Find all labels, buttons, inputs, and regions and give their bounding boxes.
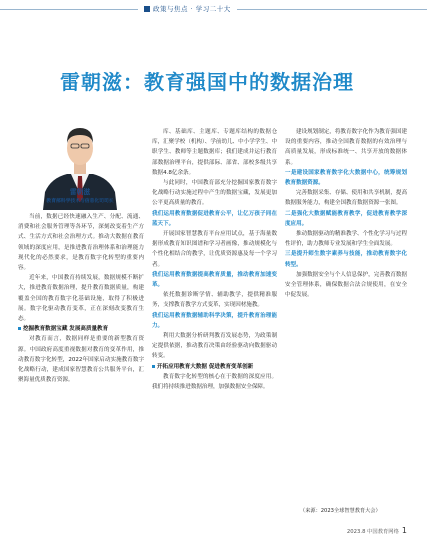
section-heading (152, 362, 277, 372)
highlight-heading (285, 168, 407, 188)
highlight-heading (152, 270, 277, 290)
body-paragraph (152, 331, 277, 362)
highlight-heading (152, 311, 277, 331)
paragraph-text: 开展国家智慧教育平台应用试点，基于海量数据形成教育知识图谱和学习者画像，推动规模化与个性化相结合的教学，让优质资源惠及每一个学习者。 (152, 231, 277, 268)
body-paragraph (152, 178, 277, 209)
paragraph-text: 二是强化大数据赋能教育教学，促进教育教学深度应用。 (285, 210, 407, 227)
body-paragraph (152, 372, 277, 392)
paragraph-text: 完善数据采集、存储、使用和共享机制，提高数据服务能力，构建全国教育数据资源一张图。 (285, 190, 407, 207)
page-footer (347, 526, 407, 535)
portrait-caption-name: 雷朝滋 (69, 188, 91, 196)
paragraph-text: 加强数据安全与个人信息保护，完善教育数据安全管理体系，确保数据合法合规使用，在安全中促发展。 (285, 271, 407, 299)
body-paragraph (285, 229, 407, 249)
top-bar (0, 0, 427, 20)
paragraph-text: 一是建设国家教育数字化大数据中心，统筹规划教育数据资源。 (285, 169, 407, 187)
section-heading (18, 324, 144, 334)
paragraph-text: 建设规划制定，将教育数字化作为教育强国建设的重要内容，推动全国教育数据的有效治理与高质量发展，形成标准统一、共享开放的数据体系。 (285, 129, 407, 166)
body-paragraph (285, 127, 407, 168)
body-column-3 (285, 127, 407, 300)
section-label (138, 3, 237, 16)
heading-marker-icon (152, 365, 155, 368)
issue-label: 2023.8 中国教育网络 (346, 529, 399, 535)
paragraph-text: 三是提升师生数字素养与技能，推动教育数字化转型。 (285, 251, 407, 268)
title-main: 教育强国中的数据治理 (144, 70, 354, 94)
paragraph-text: 我们运用教育数据辅助科学决策，提升教育治理能力。 (152, 312, 277, 329)
article-title (60, 70, 354, 94)
section-mark-icon (144, 6, 150, 12)
body-paragraph (285, 188, 407, 208)
paragraph-text: 近年来，中国教育持续发展，数据规模不断扩大，推进教育数据治理，提升教育数据质量，构建覆盖全国的教育数字化基础设施，取得了积极进展。数字化驱动教育变革，正在深刻改变教育生态。 (18, 275, 144, 323)
paragraph-text: 我们运用教育数据促进教育公平，让亿万孩子同在蓝天下。 (152, 210, 277, 227)
body-paragraph (18, 334, 144, 385)
paragraph-text: 利用大数据分析研判教育发展态势，为政策制定提供依据，推动教育决策由经验驱动向数据驱动转变。 (152, 333, 277, 360)
body-paragraph (18, 273, 144, 324)
body-paragraph (18, 212, 144, 273)
section-label-text: 政策与焦点 · 学习二十大 (153, 5, 231, 13)
article-source: （来源：2023全球智慧教育大会） (300, 508, 381, 514)
portrait-caption-role: 教育部科学技术与信息化司司长 (46, 199, 114, 204)
paragraph-text: 推动数据驱动的精准教学、个性化学习与过程性评价，助力教师专业发展和学生全面发展。 (285, 231, 407, 248)
paragraph-text: 库、基础库、主题库、专题库结构的数据仓库，汇聚学校（机构）、学前幼儿、中小学学生、中职学生、教师等主题数据库；我们建成并运行教育部数据治理平台，提供部际、部省、部校多级共享数据4.8亿余条。 (152, 129, 277, 176)
body-paragraph (152, 229, 277, 270)
title-colon: ： (123, 70, 144, 94)
paragraph-text: 对教育而言，数据同样是重要的新型教育资源。中国政府高度重视数据对教育的变革作用，推动教育数字化转型，2022年国家启动实施教育数字化战略行动，建成国家智慧教育公共服务平台，汇聚海量优质教育资源。 (18, 336, 144, 384)
body-paragraph (152, 127, 277, 178)
paragraph-text: 依托数据诊断学情、辅助教学，提供精准服务，支撑教育教学方式变革，实现因材施教。 (152, 292, 277, 309)
paragraph-text: 开拓应用教育大数据 促进教育变革创新 (157, 363, 254, 370)
body-column-2 (152, 127, 277, 392)
body-column-1 (18, 212, 144, 385)
highlight-heading (285, 209, 407, 229)
paragraph-text: 我们运用教育数据提高教育质量，推动教育加速变革。 (152, 271, 277, 289)
body-paragraph (285, 270, 407, 301)
paragraph-text: 与此同时，中国教育部充分挖掘国家教育数字化战略行动实施过程中产生的数据宝藏，发展更加公平更高质量的教育。 (152, 180, 277, 207)
paragraph-text: 挖掘教育数据宝藏 发展高质量教育 (23, 326, 109, 333)
body-paragraph (152, 290, 277, 310)
highlight-heading (152, 209, 277, 229)
page-number: 1 (401, 526, 407, 535)
title-name: 雷朝滋 (60, 70, 123, 94)
paragraph-text: 当前，数据已经快速融入生产、分配、流通、消费和社会服务管理等各环节，深刻改变着生产方式、生活方式和社会治理方式。推动大数据在教育领域的深度应用，是推进教育治理体系和治理能力现代化的必然要求，是教育数字化转型的重要内容。 (18, 214, 144, 272)
paragraph-text: 教育数字化转型的核心在于数据的深度应用。我们将持续推进数据治理，加强数据安全保障。 (152, 373, 277, 391)
heading-marker-icon (18, 327, 21, 330)
highlight-heading (285, 249, 407, 269)
